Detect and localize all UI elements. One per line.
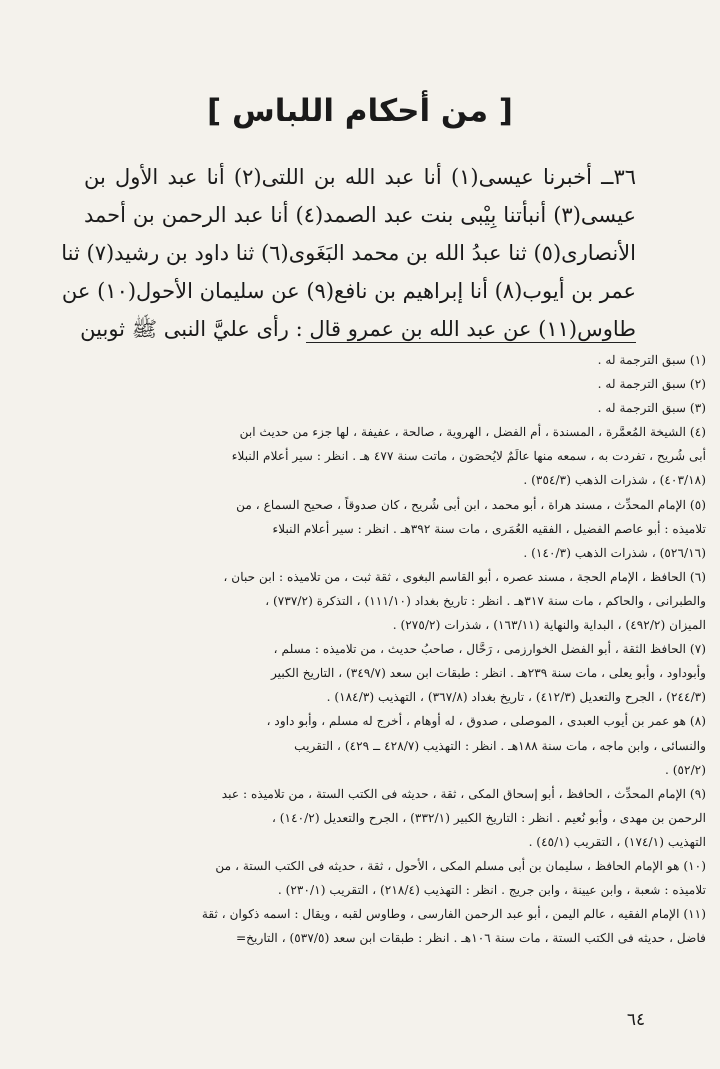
- footnote-line: تلاميذه : شعبة ، وابن عيينة ، وابن جريج . انظر : التهذيب (٢١٨/٤) ، التقريب (٢٣٠/١) .: [277, 883, 706, 898]
- footnote-line: تلاميذه : أبو عاصم الفضيل ، الفقيه العُمَرى ، مات سنة ٣٩٢هـ . انظر : سير أعلام النبلاء: [272, 521, 706, 536]
- footnote-line: (٢٤٤/٣) ، الجرح والتعديل (٤١٢/٣) ، تاريخ بغداد (٣٦٧/٨) ، التهذيب (١٨٤/٣) .: [326, 690, 706, 705]
- hadith-line: الأنصارى(٥) ثنا عبدُ الله بن محمد البَغَوى(٦) ثنا داود بن رشيد(٧) ثنا: [61, 241, 636, 265]
- hadith-text: [61, 158, 637, 348]
- hadith-line: عيسى(٣) أنبأتنا بِيْبى بنت عبد الصمد(٤) أنا عبد الرحمن بن أحمد: [84, 203, 636, 227]
- footnote-line: الرحمن بن مهدى ، وأبو نُعيم . انظر : التاريخ الكبير (٣٣٢/١) ، الجرح والتعديل (١٤٠/٢) ،: [271, 810, 706, 825]
- footnote-line: (٧) الحافظ الثقة ، أبو الفضل الخوارزمى ، رَحَّال ، صاحبُ حديث ، من تلاميذه : مسلم ،: [273, 642, 706, 657]
- footnote-line: (٣) سبق الترجمة له .: [597, 401, 706, 416]
- footnote-line: (٥٢/٢) .: [664, 762, 706, 777]
- footnote-line: (٢) سبق الترجمة له .: [597, 377, 706, 392]
- footnote-line: (٥٢٦/١٦) ، شذرات الذهب (١٤٠/٣) .: [523, 545, 706, 560]
- footnote-line: الميزان (٤٩٢/٢) ، البداية والنهاية (١٦٣/١١) ، شذرات (٢٧٥/٢) .: [392, 618, 706, 633]
- footnote-line: والنسائى ، وابن ماجه ، مات سنة ١٨٨هـ . انظر : التهذيب (٤٢٨/٧ ــ ٤٢٩) ، التقريب: [294, 738, 706, 753]
- footnote-line: (٩) الإمام المحدِّث ، الحافظ ، أبو إسحاق المكى ، ثقة ، حديثه فى الكتب الستة ، من تلاميذه : عبد: [221, 786, 706, 801]
- section-title: [ من أحكام اللباس ]: [207, 93, 513, 129]
- footnote-line: (٦) الحافظ ، الإمام الحجة ، مسند عصره ، أبو القاسم البغوى ، ثقة ثبت ، من تلاميذه : ابن حبان ،: [223, 569, 706, 584]
- footnote-line: (٨) هو عمر بن أيوب العبدى ، الموصلى ، صدوق ، له أوهام ، أخرج له مسلم ، وأبو داود ،: [266, 714, 706, 729]
- page-number: ٦٤: [626, 1010, 646, 1030]
- hadith-line: عمر بن أيوب(٨) أنا إبراهيم بن نافع(٩) عن سليمان الأحول(١٠) عن: [61, 279, 636, 303]
- footnote-line: (٤) الشيخة المُعمَّرة ، المسندة ، أم الفضل ، الهروية ، صالحة ، عفيفة ، لها جزء من حديث ابن: [239, 425, 706, 440]
- footnote-line: (١٠) هو الإمام الحافظ ، سليمان بن أبى مسلم المكى ، الأحول ، ثقة ، حديثه فى الكتب الستة ، من: [215, 858, 706, 873]
- footnotes: [72, 348, 706, 950]
- footnote-separator: [306, 342, 636, 343]
- footnote-line: (١١) الإمام الفقيه ، عالم اليمن ، أبو عبد الرحمن الفارسى ، وطاوس لقبه ، ويقال : اسمه ذكوان ، ثقة: [201, 907, 706, 922]
- footnote-line: أبى شُريح ، تفردت به ، سمعه منها عالَمٌ لايُحصَون ، ماتت سنة ٤٧٧ هـ . انظر : سير أعلام النبلاء: [231, 449, 706, 464]
- footnote-line: فاضل ، حديثه فى الكتب الستة ، مات سنة ١٠٦هـ . انظر : طبقات ابن سعد (٥٣٧/٥) ، التاريخ=: [235, 931, 706, 946]
- hadith-line: ٣٦ــ أخبرنا عيسى(١) أنا عبد الله بن اللتى(٢) أنا عبد الأول بن: [84, 165, 637, 189]
- footnote-line: (١) سبق الترجمة له .: [597, 353, 706, 367]
- footnote-line: التهذيب (١٧٤/١) ، التقريب (٤٥/١) .: [528, 834, 706, 849]
- footnote-line: (٥) الإمام المحدِّث ، مسند هراة ، أبو محمد ، ابن أبى شُريح ، كان صدوقاً ، صحيح السماع ، من: [236, 497, 706, 512]
- footnote-line: (٤٠٣/١٨) ، شذرات الذهب (٣٥٤/٣) .: [523, 473, 706, 488]
- footnote-line: وأبوداود ، وأبو يعلى ، مات سنة ٢٣٩هـ . انظر : طبقات ابن سعد (٣٤٩/٧) ، التاريخ الكبير: [270, 666, 706, 681]
- footnote-line: والطبرانى ، والحاكم ، مات سنة ٣١٧هـ . انظر : تاريخ بغداد (١١١/١٠) ، التذكرة (٧٣٧/٢) ،: [265, 593, 706, 608]
- hadith-line: طاوس(١١) عن عبد الله بن عمرو قال : رأى عليَّ النبى ﷺ ثوبين: [80, 317, 636, 341]
